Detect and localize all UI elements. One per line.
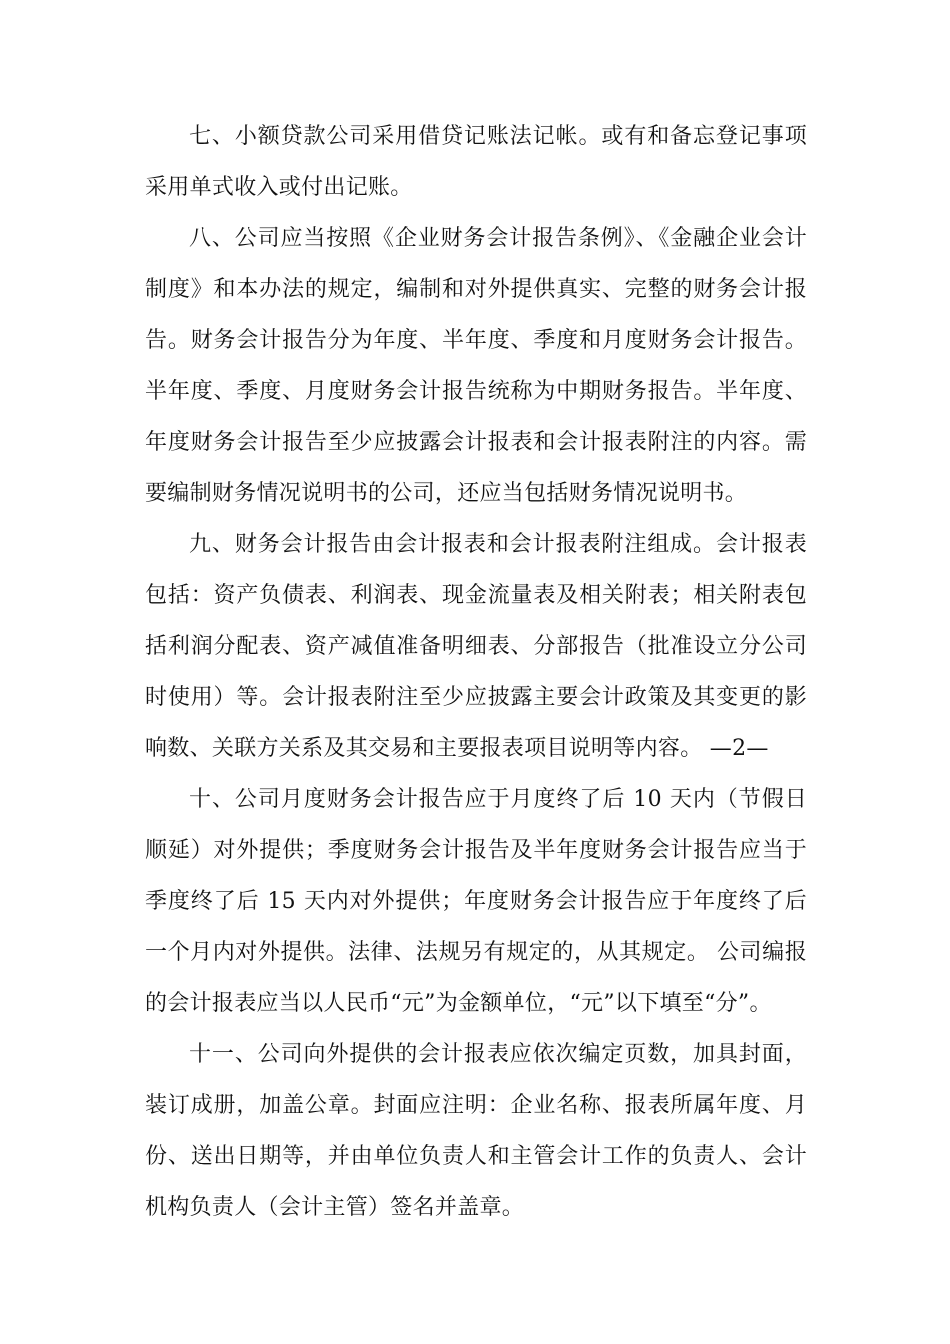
document-body [145,111,807,1233]
paragraph-9: 九、财务会计报告由会计报表和会计报表附注组成。会计报表包括：资产负债表、利润表、现金流量表及相关附表；相关附表包括利润分配表、资产减值准备明细表、分部报告（批准设立分公司时使用）等。会计报表附注至少应披露主要会计政策及其变更的影响数、关联方关系及其交易和主要报表项目说明等内容。 —2— [145,532,807,761]
paragraph-11: 十一、公司向外提供的会计报表应依次编定页数，加具封面，装订成册，加盖公章。封面应注明：企业名称、报表所属年度、月份、送出日期等，并由单位负责人和主管会计工作的负责人、会计机构负责人（会计主管）签名并盖章。 [145,1042,807,1220]
paragraph-10: 十、公司月度财务会计报告应于月度终了后 10 天内（节假日顺延）对外提供；季度财务会计报告及半年度财务会计报告应当于季度终了后 15 天内对外提供；年度财务会计报告应于年度终了后一个月内对外提供。法律、法规另有规定的，从其规定。 公司编报的会计报表应当以人民币“元”为金额单位，“元”以下填至“分”。 [145,787,807,1016]
paragraph-8: 八、公司应当按照《企业财务会计报告条例》、《金融企业会计制度》和本办法的规定，编制和对外提供真实、完整的财务会计报告。财务会计报告分为年度、半年度、季度和月度财务会计报告。半年度、季度、月度财务会计报告统称为中期财务报告。半年度、年度财务会计报告至少应披露会计报表和会计报表附注的内容。需要编制财务情况说明书的公司，还应当包括财务情况说明书。 [145,226,807,506]
paragraph-7: 七、小额贷款公司采用借贷记账法记帐。或有和备忘登记事项采用单式收入或付出记账。 [145,124,807,200]
